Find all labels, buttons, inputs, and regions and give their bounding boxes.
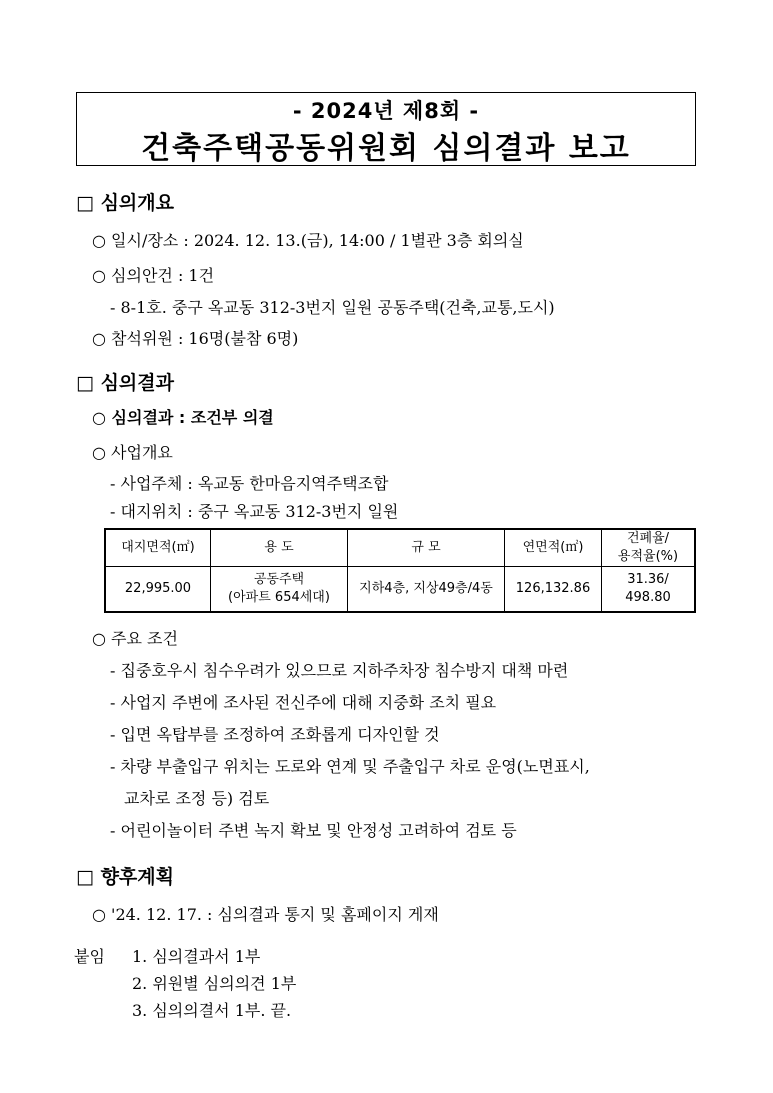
header-site-area: 대지면적(㎡)	[105, 529, 211, 567]
cell-site-area: 22,995.00	[105, 567, 211, 613]
cell-floor-area: 126,132.86	[505, 567, 602, 613]
result-decision: ○ 심의결과 : 조건부 의결	[92, 408, 274, 427]
cell-scale: 지하4층, 지상49층/4동	[348, 567, 505, 613]
cell-use-line1: 공동주택	[253, 572, 305, 587]
cell-bcr: 31.36/	[627, 572, 669, 587]
condition-item-continued: 교차로 조정 등) 검토	[124, 789, 270, 808]
condition-item: - 차량 부출입구 위치는 도로와 연계 및 주출입구 차로 운영(노면표시,	[110, 757, 590, 776]
cell-use	[211, 567, 348, 613]
project-overview-heading: ○ 사업개요	[92, 443, 173, 462]
attachment-label: 붙임	[74, 947, 105, 966]
header-scale: 규 모	[348, 529, 505, 567]
report-title: 건축주택공동위원회 심의결과 보고	[141, 131, 631, 166]
conditions-heading: ○ 주요 조건	[92, 629, 178, 648]
attachment-item: 3. 심의의결서 1부. 끝.	[132, 1001, 292, 1020]
cell-far: 498.80	[625, 590, 671, 605]
condition-item: - 집중호우시 침수우려가 있으므로 지하주차장 침수방지 대책 마련	[110, 661, 569, 680]
condition-item: - 어린이놀이터 주변 녹지 확보 및 안정성 고려하여 검토 등	[110, 821, 517, 840]
condition-item: - 사업지 주변에 조사된 전신주에 대해 지중화 조치 필요	[110, 693, 497, 712]
plan-item: ○ '24. 12. 17. : 심의결과 통지 및 홈페이지 게재	[92, 905, 439, 924]
report-subtitle: - 2024년 제8회 -	[292, 99, 480, 123]
attachment-item: 1. 심의결과서 1부	[132, 947, 261, 966]
header-ratio	[602, 529, 696, 567]
title-box	[76, 92, 696, 166]
cell-use-line2: (아파트 654세대)	[228, 590, 330, 605]
section-heading-plan: □ 향후계획	[76, 866, 174, 888]
section-heading-overview: □ 심의개요	[76, 192, 174, 214]
project-location: - 대지위치 : 중구 옥교동 312-3번지 일원	[110, 502, 399, 521]
table-row	[105, 567, 695, 613]
condition-item: - 입면 옥탑부를 조정하여 조화롭게 디자인할 것	[110, 725, 440, 744]
attachment-item: 2. 위원별 심의의견 1부	[132, 974, 297, 993]
header-use: 용 도	[211, 529, 348, 567]
overview-attendance: ○ 참석위원 : 16명(불참 6명)	[92, 329, 299, 348]
cell-ratio	[602, 567, 696, 613]
header-far: 용적율(%)	[617, 549, 679, 564]
overview-agenda-count: ○ 심의안건 : 1건	[92, 266, 215, 285]
section-heading-result: □ 심의결과	[76, 372, 174, 394]
project-owner: - 사업주체 : 옥교동 한마음지역주택조합	[110, 474, 389, 493]
overview-agenda-item: - 8-1호. 중구 옥교동 312-3번지 일원 공동주택(건축,교통,도시)	[110, 298, 555, 317]
overview-datetime: ○ 일시/장소 : 2024. 12. 13.(금), 14:00 / 1별관 3층 회의실	[92, 231, 524, 250]
project-spec-table	[104, 528, 696, 613]
header-floor-area: 연면적(㎡)	[505, 529, 602, 567]
header-bcr: 건폐율/	[626, 531, 670, 546]
table-header-row	[105, 529, 695, 567]
